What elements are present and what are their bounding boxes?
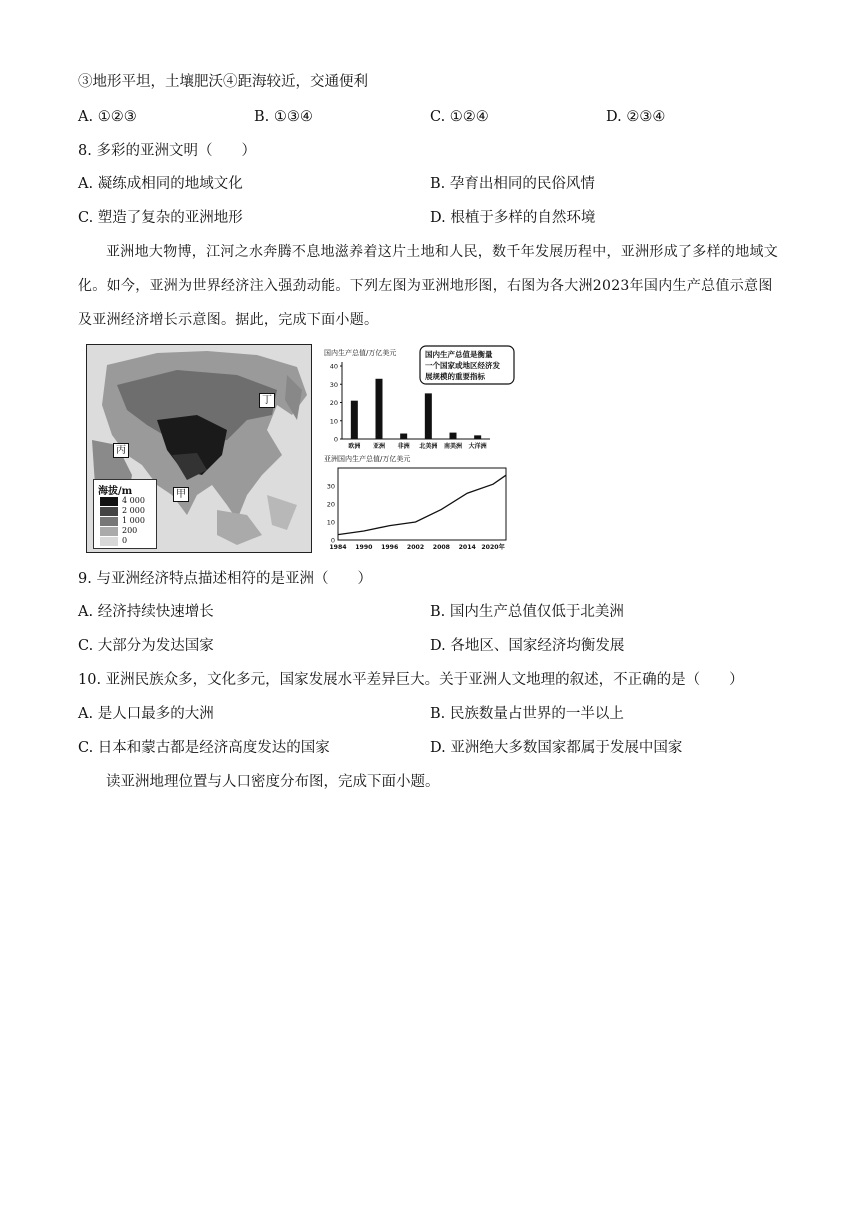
bar-ytick-label: 30 <box>329 380 338 389</box>
q10-option-b: B. 民族数量占世界的一半以上 <box>430 706 624 722</box>
legend-swatch-5 <box>100 537 118 546</box>
annotation-line-1: 国内生产总值是衡量 <box>425 350 493 359</box>
q10-option-d: D. 亚洲绝大多数国家都属于发展中国家 <box>430 740 683 756</box>
bar-category-label: 亚洲 <box>372 443 386 450</box>
line-ytick-label: 20 <box>326 500 335 509</box>
bar-0 <box>351 401 358 439</box>
line-chart-title: 亚洲国内生产总值/万亿美元 <box>324 455 411 463</box>
label-ding: 丁 <box>259 393 275 408</box>
elevation-legend <box>93 479 157 549</box>
line-xtick-label: 1984 <box>329 544 347 551</box>
asia-terrain-map <box>86 344 312 553</box>
line-series <box>338 475 506 534</box>
q9-option-a: A. 经济持续快速增长 <box>78 604 214 620</box>
legend-value-1: 4 000 <box>122 496 145 505</box>
bar-4 <box>450 433 457 439</box>
legend-swatch-4 <box>100 527 118 536</box>
q10-option-c: C. 日本和蒙古都是经济高度发达的国家 <box>78 740 330 756</box>
line-xtick-label: 2014 <box>458 544 476 551</box>
q8-option-a: A. 凝练成相同的地域文化 <box>78 176 243 192</box>
bar-category-label: 欧洲 <box>348 443 361 450</box>
q8-option-c: C. 塑造了复杂的亚洲地形 <box>78 210 243 226</box>
q7-option-b: B. ①③④ <box>254 109 313 125</box>
legend-value-5: 0 <box>122 536 128 545</box>
line-ytick-label: 30 <box>326 482 335 491</box>
bar-5 <box>474 435 481 439</box>
line-xtick-label: 1996 <box>381 544 399 551</box>
line-ytick-label: 10 <box>326 518 335 527</box>
legend-value-3: 1 000 <box>122 516 145 525</box>
q9-option-d: D. 各地区、国家经济均衡发展 <box>430 638 625 654</box>
legend-swatch-2 <box>100 507 118 516</box>
annotation-box <box>420 346 514 384</box>
bar-category-label: 非洲 <box>397 443 410 450</box>
gdp-charts <box>322 344 516 551</box>
line-ytick-label: 0 <box>330 536 335 545</box>
charts-panel <box>322 344 516 551</box>
closing-instruction: 读亚洲地理位置与人口密度分布图，完成下面小题。 <box>106 774 440 790</box>
label-jia: 甲 <box>173 487 189 502</box>
line-frame <box>338 468 506 540</box>
legend-swatch-1 <box>100 497 118 506</box>
bar-chart-title: 国内生产总值/万亿美元 <box>324 349 397 357</box>
q8-stem: 8. 多彩的亚洲文明（ ） <box>78 143 256 159</box>
annotation-line-2: 一个国家或地区经济发 <box>425 361 500 370</box>
q7-option-a: A. ①②③ <box>78 109 137 125</box>
bar-1 <box>376 379 383 439</box>
line-xtick-label: 2020年 <box>481 544 505 551</box>
q9-option-b: B. 国内生产总值仅低于北美洲 <box>430 604 624 620</box>
bar-ytick-label: 20 <box>329 399 338 407</box>
line-chart <box>327 468 506 551</box>
q8-option-b: B. 孕育出相同的民俗风情 <box>430 176 595 192</box>
legend-value-2: 2 000 <box>122 506 145 515</box>
bar-category-label: 南美洲 <box>443 443 463 450</box>
bar-ytick-label: 0 <box>333 435 338 444</box>
q9-stem: 9. 与亚洲经济特点描述相符的是亚洲（ ） <box>78 571 372 587</box>
line-xtick-label: 2002 <box>406 544 425 551</box>
bar-category-label: 北美洲 <box>419 443 438 450</box>
passage: 亚洲地大物博，江河之水奔腾不息地滋养着这片土地和人民，数千年发展历程中，亚洲形成了多样的地域文化。如今，亚洲为世界经济注入强劲动能。下列左图为亚洲地形图，右图为各大洲2023年国内生产总值示意图及亚洲经济增长示意图。据此，完成下面小题。 <box>78 244 779 328</box>
bar-category-label: 大洋洲 <box>468 443 487 450</box>
q9-option-c: C. 大部分为发达国家 <box>78 638 214 654</box>
bar-ytick-label: 40 <box>329 362 338 371</box>
q10-stem: 10. 亚洲民族众多，文化多元，国家发展水平差异巨大。关于亚洲人文地理的叙述，不正确的是（ ） <box>78 672 744 688</box>
bar-ytick-label: 10 <box>329 417 338 426</box>
bar-2 <box>400 434 407 439</box>
q7-option-d: D. ②③④ <box>606 109 666 125</box>
q8-option-d: D. 根植于多样的自然环境 <box>430 210 596 226</box>
q10-option-a: A. 是人口最多的大洲 <box>78 706 214 722</box>
line-xtick-label: 1990 <box>355 544 373 551</box>
label-bing: 丙 <box>113 443 129 458</box>
bar-3 <box>425 393 432 439</box>
legend-value-4: 200 <box>122 526 138 535</box>
line-xtick-label: 2008 <box>432 544 451 551</box>
top-line: ③地形平坦，土壤肥沃④距海较近，交通便利 <box>78 74 368 90</box>
legend-title: 海拔/m <box>98 486 133 497</box>
legend-swatch-3 <box>100 517 118 526</box>
q7-option-c: C. ①②④ <box>430 109 489 125</box>
annotation-line-3: 展规模的重要指标 <box>425 372 485 381</box>
